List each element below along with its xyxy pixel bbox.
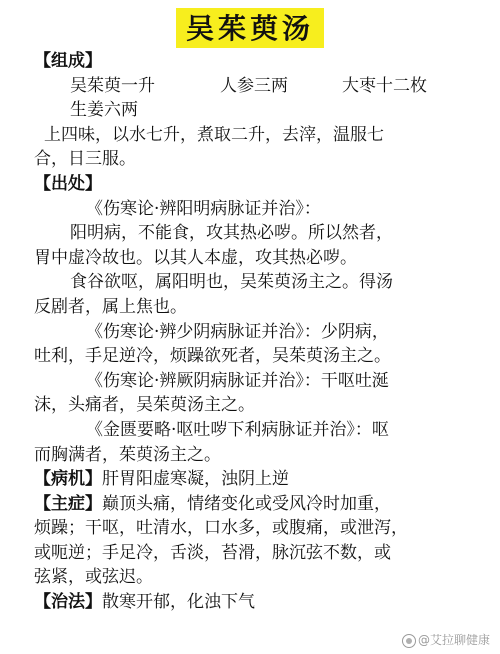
method-line: 合，日三服。 xyxy=(34,149,136,170)
source-line: 吐利，手足逆冷，烦躁欲死者，吴茱萸汤主之。 xyxy=(34,346,391,367)
symptoms-line: 弦紧，或弦迟。 xyxy=(34,567,153,588)
method-line: 上四味，以水七升，煮取二升，去滓，温服七 xyxy=(44,124,384,145)
source-line: 《伤寒论·辨少阴病脉证并治》：少阴病， xyxy=(86,321,389,342)
composition-heading: 【组成】 xyxy=(34,51,102,71)
symptoms-line: 巅顶头痛，情绪变化或受风冷时加重， xyxy=(102,493,391,514)
pathogenesis-text: 肝胃阳虚寒凝，浊阴上逆 xyxy=(102,469,289,490)
source-line: 《金匮要略·呕吐哕下利病脉证并治》：呕 xyxy=(86,419,389,440)
ingredient-item: 人参三两 xyxy=(220,75,288,96)
ingredient-item: 生姜六两 xyxy=(70,100,138,121)
document-body xyxy=(34,49,482,615)
watermark-text: @艾拉聊健康 xyxy=(417,633,490,647)
source-line: 阳明病，不能食，攻其热必哕。所以然者， xyxy=(70,223,393,244)
source-line: 沫，头痛者，吴茱萸汤主之。 xyxy=(34,395,255,416)
source-line: 反剧者，属上焦也。 xyxy=(34,296,187,317)
ingredient-item: 吴茱萸一升 xyxy=(70,75,155,96)
source-line: 胃中虚冷故也。以其人本虚，攻其热必哕。 xyxy=(34,247,357,268)
treatment-heading: 【治法】 xyxy=(34,592,102,613)
ingredients-row-1 xyxy=(34,74,482,99)
pathogenesis-heading: 【病机】 xyxy=(34,469,102,490)
treatment-text: 散寒开郁，化浊下气 xyxy=(102,592,255,613)
ingredient-item: 大枣十二枚 xyxy=(342,75,427,96)
pathogenesis-row xyxy=(34,467,482,492)
source-line: 食谷欲呕，属阳明也，吴茱萸汤主之。得汤 xyxy=(70,272,393,293)
source-line: 《伤寒论·辨阳明病脉证并治》： xyxy=(86,198,321,219)
title-wrap xyxy=(0,8,500,48)
treatment-row xyxy=(34,590,482,615)
ingredients-row-2 xyxy=(34,98,482,123)
symptoms-heading: 【主症】 xyxy=(34,493,102,514)
source-heading: 【出处】 xyxy=(34,173,102,194)
source-line: 而胸满者，茱萸汤主之。 xyxy=(34,444,221,465)
source-line: 《伤寒论·辨厥阴病脉证并治》：干呕吐涎 xyxy=(86,370,389,391)
symptoms-row xyxy=(34,492,482,517)
watermark xyxy=(402,631,490,648)
symptoms-line: 烦躁；干呕，吐清水，口水多，或腹痛，或泄泻， xyxy=(34,518,408,539)
symptoms-line: 或呃逆；手足冷，舌淡，苔滑，脉沉弦不数，或 xyxy=(34,542,391,563)
watermark-logo-icon xyxy=(402,634,416,648)
page-title: 吴茱萸汤 xyxy=(176,8,324,48)
